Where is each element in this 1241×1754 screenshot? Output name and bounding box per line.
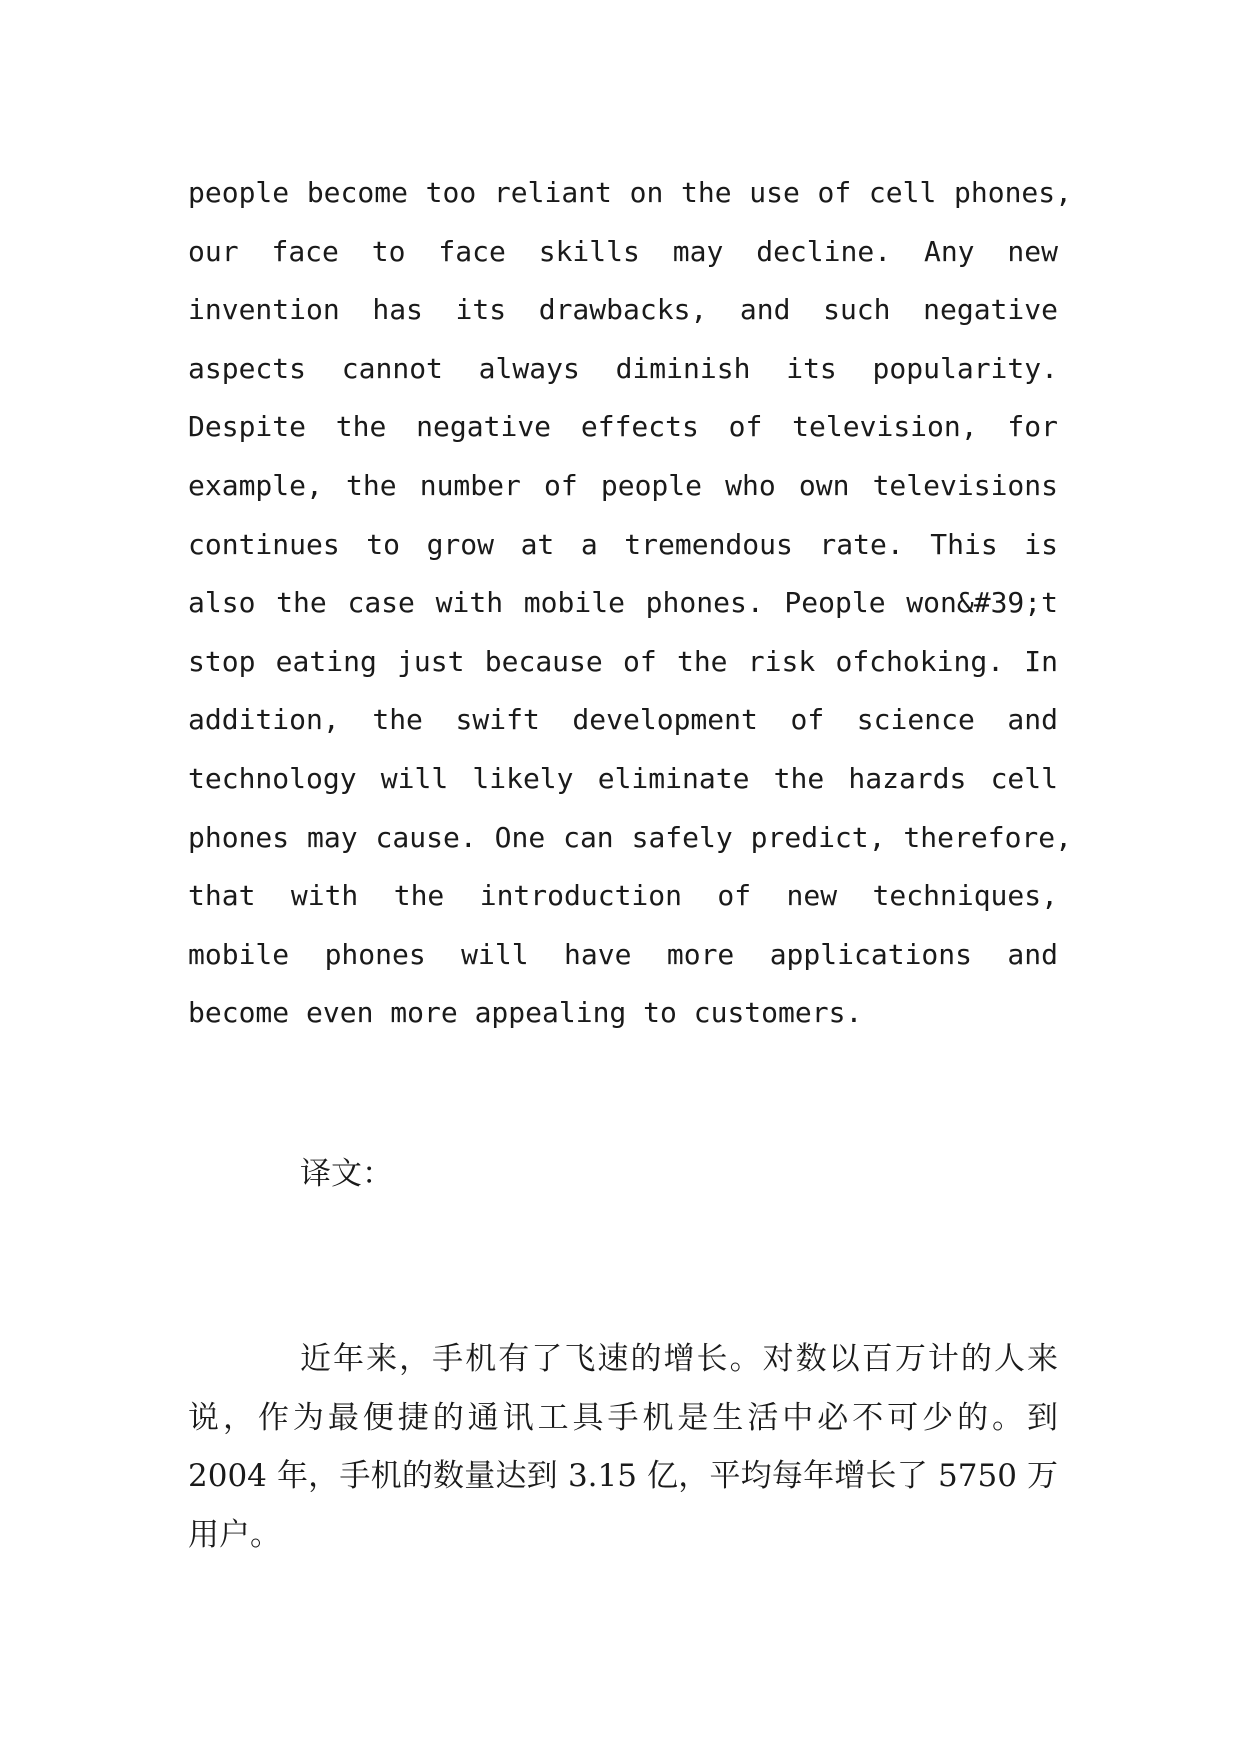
english-line: phones may cause. One can safely predict, therefore, — [188, 820, 1072, 854]
english-line: also the case with mobile phones. People won&#39;t — [188, 586, 1058, 620]
chinese-line: 用户。 — [188, 1516, 281, 1553]
translation-heading: 译文： — [300, 1156, 393, 1192]
english-line: people become too reliant on the use of cell phones, — [188, 176, 1072, 209]
english-line: Despite the negative effects of television, for — [188, 410, 1058, 444]
english-line: example, the number of people who own televisions — [188, 468, 1058, 502]
english-line: continues to grow at a tremendous rate. This is — [188, 527, 1058, 561]
english-line: mobile phones will have more applications and — [188, 937, 1058, 971]
english-line: our face to face skills may decline. Any new — [188, 234, 1058, 268]
chinese-line: 说，作为最便捷的通讯工具手机是生活中必不可少的。到 — [188, 1399, 1058, 1436]
chinese-line: 近年来，手机有了飞速的增长。对数以百万计的人来 — [300, 1341, 1058, 1377]
english-line: that with the introduction of new techniques, — [188, 879, 1058, 913]
english-paragraph — [188, 164, 1072, 1043]
english-line: addition, the swift development of science and — [188, 703, 1058, 737]
english-line: invention has its drawbacks, and such negative — [188, 293, 1058, 327]
chinese-paragraph — [188, 1330, 1058, 1564]
english-line: become even more appealing to customers. — [188, 996, 863, 1030]
chinese-line: 2004 年，手机的数量达到 3.15 亿，平均每年增长了 5750 万 — [188, 1458, 1058, 1495]
english-line: stop eating just because of the risk ofchoking. In — [188, 644, 1058, 678]
english-line: aspects cannot always diminish its popularity. — [188, 351, 1058, 385]
english-line: technology will likely eliminate the hazards cell — [188, 761, 1058, 795]
